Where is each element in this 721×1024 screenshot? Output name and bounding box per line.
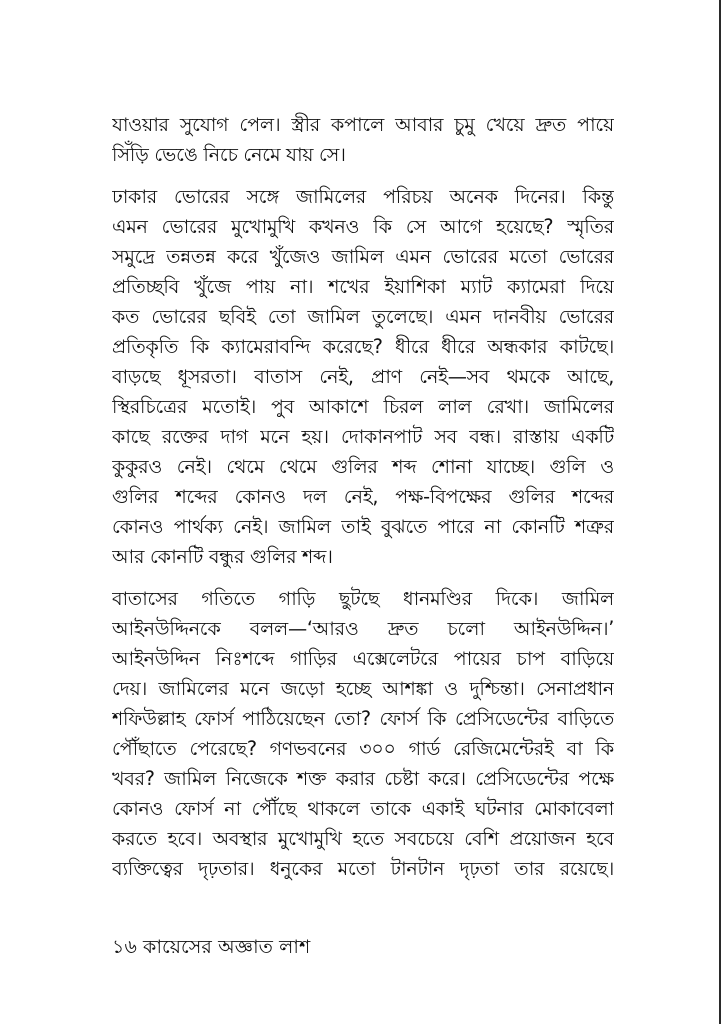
text-line: দেয়। জামিলের মনে জড়ো হচ্ছে আশঙ্কা ও দুশ্চিন্তা। সেনাপ্রধান bbox=[112, 677, 614, 700]
text-line: আর কোনটি বন্ধুর গুলির শব্দ। bbox=[112, 545, 333, 568]
text-line: এমন ভোরের মুখোমুখি কখনও কি সে আগে হয়েছে? স্মৃতির bbox=[112, 215, 614, 238]
book-title: কায়েসের অজ্ঞাত লাশ bbox=[143, 935, 311, 958]
text-line: আইনউদ্দিন নিঃশব্দে গাড়ির এক্সেলেটরে পায়ের চাপ বাড়িয়ে bbox=[112, 647, 614, 670]
text-line: স্থিরচিত্রের মতোই। পুব আকাশে চিরল লাল রেখা। জামিলের bbox=[112, 395, 614, 418]
text-line: যাওয়ার সুযোগ পেল। স্ত্রীর কপালে আবার চুমু খেয়ে দ্রুত পায়ে bbox=[112, 113, 614, 136]
paragraph-3 bbox=[112, 584, 614, 884]
text-line: আইনউদ্দিনকে বলল—‘আরও দ্রুত চলো আইনউদ্দিন।’ bbox=[112, 617, 614, 640]
text-line: পৌঁছাতে পেরেছে? গণভবনের ৩০০ গার্ড রেজিমেন্টেরই বা কি bbox=[112, 737, 614, 760]
text-line: প্রতিচ্ছবি খুঁজে পায় না। শখের ইয়াশিকা ম্যাট ক্যামেরা দিয়ে bbox=[112, 275, 614, 298]
text-line: বাড়ছে ধূসরতা। বাতাস নেই, প্রাণ নেই—সব থমকে আছে, bbox=[112, 365, 614, 388]
text-line: সমুদ্রে তন্নতন্ন করে খুঁজেও জামিল এমন ভোরের মতো ভোরের bbox=[112, 245, 614, 268]
text-line: কোনও পার্থক্য নেই। জামিল তাই বুঝতে পারে না কোনটি শত্রুর bbox=[112, 515, 614, 538]
body-text bbox=[112, 110, 614, 884]
text-line: ব্যক্তিত্বের দৃঢ়তার। ধনুকের মতো টানটান দৃঢ়তা তার রয়েছে। bbox=[112, 857, 614, 880]
paragraph-1 bbox=[112, 110, 614, 170]
text-line: গুলির শব্দের কোনও দল নেই, পক্ষ-বিপক্ষের গুলির শব্দের bbox=[112, 485, 614, 508]
text-line: কত ভোরের ছবিই তো জামিল তুলেছে। এমন দানবীয় ভোরের bbox=[112, 305, 614, 328]
text-line: শফিউল্লাহ ফোর্স পাঠিয়েছেন তো? ফোর্স কি প্রেসিডেন্টের বাড়িতে bbox=[112, 707, 614, 730]
text-line: প্রতিকৃতি কি ক্যামেরাবন্দি করেছে? ধীরে ধীরে অন্ধকার কাটছে। bbox=[112, 335, 614, 358]
text-line: ঢাকার ভোরের সঙ্গে জামিলের পরিচয় অনেক দিনের। কিন্তু bbox=[112, 185, 614, 208]
text-line: কাছে রক্তের দাগ মনে হয়। দোকানপাট সব বন্ধ। রাস্তায় একটি bbox=[112, 425, 614, 448]
page-number: ১৬ bbox=[112, 935, 137, 958]
paragraph-2 bbox=[112, 182, 614, 572]
text-line: কুকুরও নেই। থেমে থেমে গুলির শব্দ শোনা যাচ্ছে। গুলি ও bbox=[112, 455, 614, 478]
text-line: খবর? জামিল নিজেকে শক্ত করার চেষ্টা করে। প্রেসিডেন্টের পক্ষে bbox=[112, 767, 614, 790]
text-line: সিঁড়ি ভেঙে নিচে নেমে যায় সে। bbox=[112, 143, 346, 166]
page-footer bbox=[112, 932, 310, 962]
text-line: বাতাসের গতিতে গাড়ি ছুটছে ধানমণ্ডির দিকে। জামিল bbox=[112, 587, 614, 610]
text-line: করতে হবে। অবস্থার মুখোমুখি হতে সবচেয়ে বেশি প্রয়োজন হবে bbox=[112, 827, 614, 850]
text-line: কোনও ফোর্স না পৌঁছে থাকলে তাকে একাই ঘটনার মোকাবেলা bbox=[112, 797, 614, 820]
